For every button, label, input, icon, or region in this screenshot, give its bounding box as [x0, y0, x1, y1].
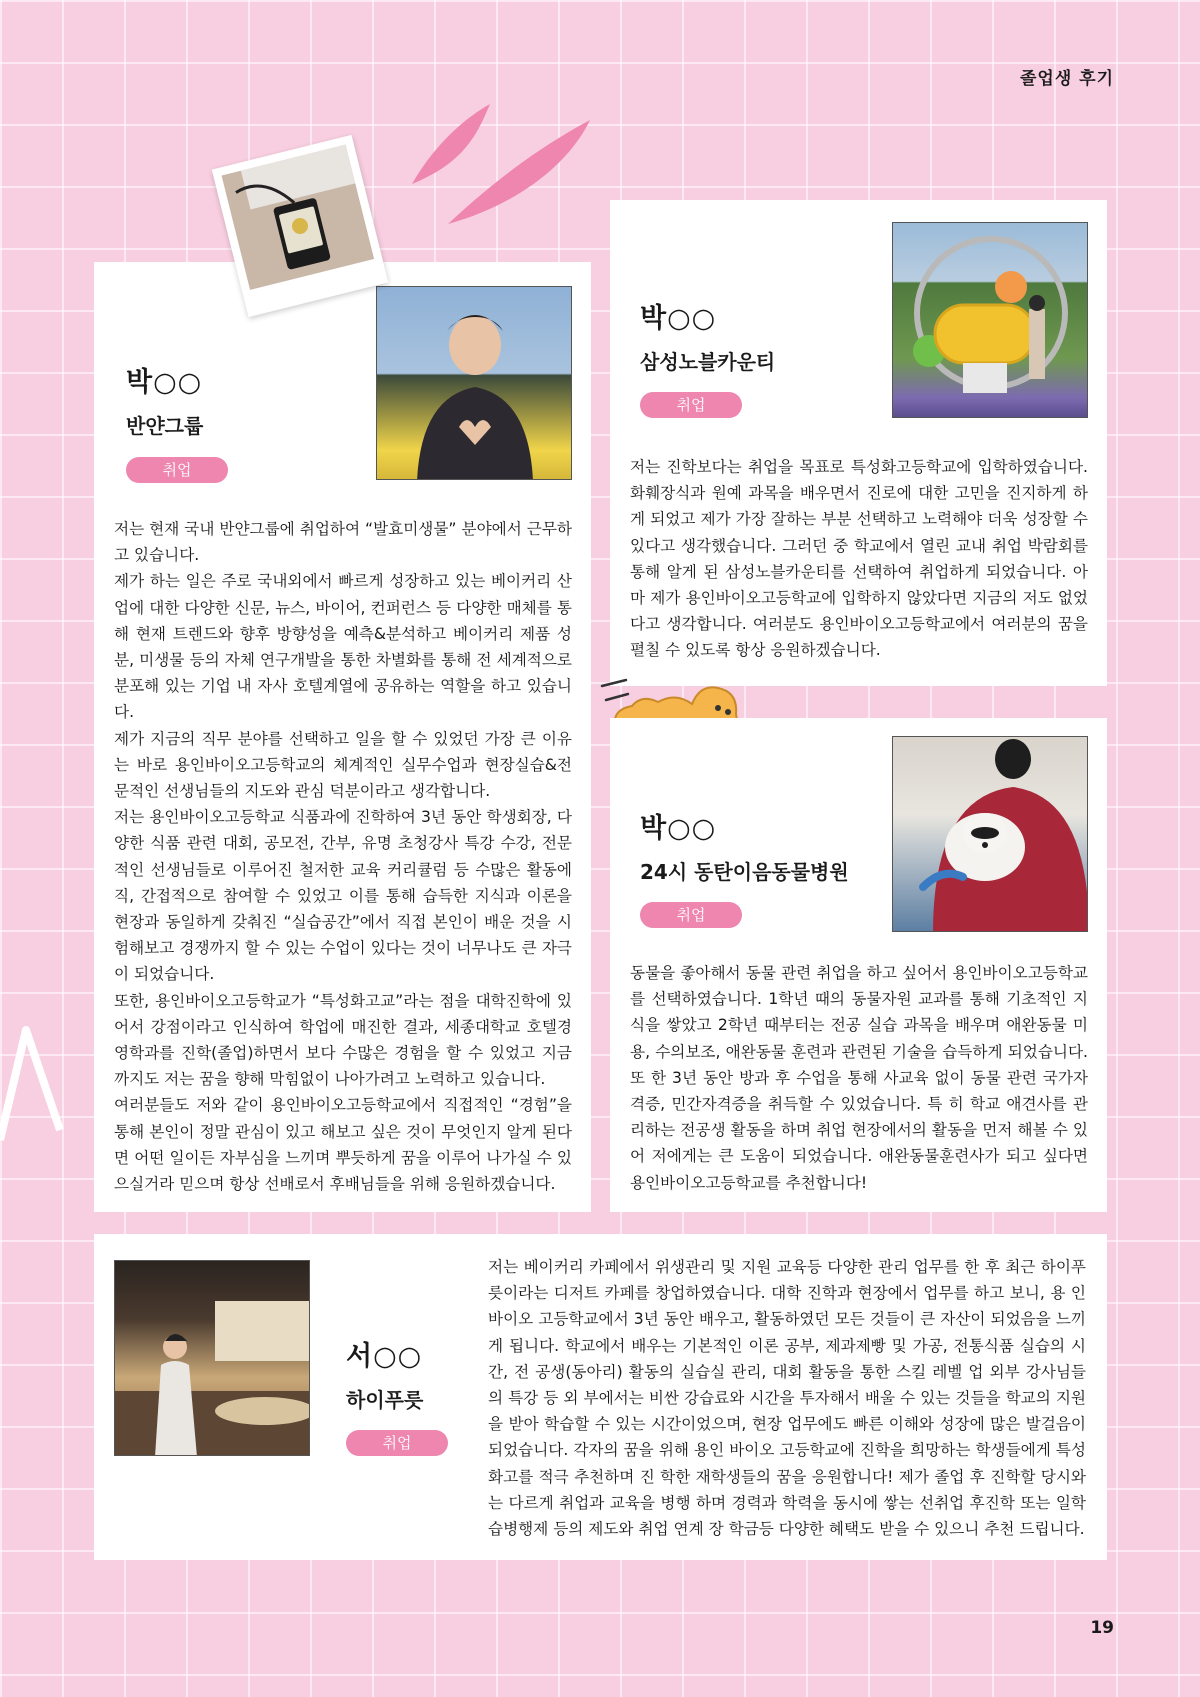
profile-company: 하이푸릇 — [346, 1388, 424, 1412]
vet-illustration — [893, 737, 1088, 932]
employment-badge: 취업 — [126, 457, 228, 483]
profile-card-2 — [610, 200, 1107, 686]
profile-photo — [892, 222, 1088, 418]
profile-card-3 — [610, 718, 1107, 1212]
id-badge-illustration — [221, 145, 374, 290]
profile-photo — [376, 286, 572, 480]
testimonial-text: 저는 현재 국내 반얀그룹에 취업하여 “발효미생물” 분야에서 근무하고 있습니다. 제가 하는 일은 주로 국내외에서 빠르게 성장하고 있는 베이커리 산업에 대한 다양한 신문, 뉴스, 바이어, 컨퍼런스 등 다양한 매체를 통해 현재 트렌드와 향후 방향성을 예측&분석하고 베이커리 제품 성분, 미생물 등의 자체 연구개발을 통한 차별화를 통해 전 세계적으로 분포해 있는 기업 내 자사 호텔계열에 공유하는 역할을 하고 있습니다. 제가 지금의 직무 분야를 선택하고 일을 할 수 있었던 가장 큰 이유는 바로 용인바이오고등학교의 체계적인 실무수업과 현장실습&전문적인 선생님들의 지도와 관심 덕분이라고 생각합니다. 저는 용인바이오고등학교 식품과에 진학하여 3년 동안 학생회장, 다양한 식품 관련 대회, 공모전, 간부, 유명 초청강사 특강 수강, 전문적인 선생님들로 이루어진 철저한 교육 커리큘럼 등 수많은 활동에 직, 간접적으로 참여할 수 있었고 이를 통해 습득한 지식과 이론을 현장과 동일하게 갖춰진 “실습공간”에서 직접 본인이 배운 것을 시험해보고 경쟁까지 할 수 있는 수업이 있다는 것이 너무나도 큰 자극이 되었습니다. 또한, 용인바이오고등학교가 “특성화고교”라는 점을 대학진학에 있어서 강점이라고 인식하여 학업에 매진한 결과, 세종대학교 호텔경영학과를 진학(졸업)하면서 보다 수많은 경험을 할 수 있었고 지금까지도 저는 꿈을 향해 막힘없이 나아가려고 노력하고 있습니다. 여러분들도 저와 같이 용인바이오고등학교에서 직접적인 “경험”을 통해 본인이 정말 관심이 있고 해보고 싶은 것이 무엇인지 알게 된다면 어떤 일이든 자부심을 느끼며 뿌듯하게 꿈을 이루어 나가실 수 있으실거라 믿으며 항상 선배로서 후배님들을 위해 응원하겠습니다. — [114, 520, 572, 1194]
sign-illustration — [893, 223, 1088, 418]
profile-company: 삼성노블카운티 — [640, 350, 776, 374]
employment-badge: 취업 — [640, 392, 742, 418]
profile-card-4 — [94, 1234, 1107, 1560]
profile-photo — [892, 736, 1088, 932]
profile-photo — [114, 1260, 310, 1456]
section-title: 졸업생 후기 — [1019, 69, 1114, 89]
profile-company: 반얀그룹 — [126, 414, 204, 438]
testimonial-text: 저는 진학보다는 취업을 목표로 특성화고등학교에 입학하였습니다. 화훼장식과 원예 과목을 배우면서 진로에 대한 고민을 진지하게 하게 되었고 제가 가장 잘하는 부분 선택하고 노력해야 더욱 성장할 수 있다고 생각했습니다. 그러던 중 학교에서 열린 교내 취업 박람회를 통해 알게 된 삼성노블카운티를 선택하여 취업하게 되었습니다. 아마 제가 용인바이오고등학교에 입학하지 않았다면 지금의 저도 없었다고 생각합니다. 여러분도 용인바이오고등학교에서 여러분의 꿈을 펼칠 수 있도록 항상 응원하겠습니다. — [630, 458, 1088, 660]
employment-badge: 취업 — [346, 1430, 448, 1456]
testimonial-text: 저는 베이커리 카페에서 위생관리 및 지원 교육등 다양한 관리 업무를 한 후 최근 하이푸릇이라는 디저트 카페를 창업하였습니다. 대학 진학과 현장에서 업무를 하고 보니, 용 인 바이오 고등학교에서 3년 동안 배우고, 활동하였던 모든 것들이 큰 자산이 되었음을 느끼게 됩니다. 학교에서 배우는 기본적인 이론 공부, 제과제빵 및 가공, 전통식품 실습의 시간, 전 공생(동아리) 활동의 실습실 관리, 대회 활동을 통한 스킬 레벨 업 외부 강사님들의 특강 등 외 부에서는 비싼 강습료와 시간을 투자해서 배울 수 있는 것들을 학교의 지원을 받아 학습할 수 있는 시간이었으며, 현장 업무에도 빠른 이해와 성장에 많은 발걸음이 되었습니다. 각자의 꿈을 위해 용인 바이오 고등학교에 진학을 희망하는 학생들에게 특성화고를 적극 추천하며 진 학한 재학생들의 꿈을 응원합니다! 제가 졸업 후 진학할 당시와는 다르게 취업과 교육을 병행 하며 경력과 학력을 동시에 쌓는 선취업 후진학 또는 일학습병행제 등의 제도와 취업 연계 장 학금등 다양한 혜택도 받을 수 있으니 추천 드립니다. — [488, 1258, 1086, 1539]
profile-name: 서○○ — [346, 1341, 423, 1372]
cafe-illustration — [115, 1261, 310, 1456]
profile-name: 박○○ — [126, 367, 203, 398]
profile-name: 박○○ — [640, 813, 717, 844]
employment-badge: 취업 — [640, 902, 742, 928]
page-number: 19 — [1090, 1618, 1114, 1638]
zigzag-decoration-icon — [0, 1010, 70, 1150]
profile-name: 박○○ — [640, 303, 717, 334]
profile-company: 24시 동탄이음동물병원 — [640, 860, 849, 884]
person-illustration — [377, 287, 572, 480]
quote-mark-icon — [400, 92, 600, 232]
profile-card-1 — [94, 262, 591, 1212]
testimonial-text: 동물을 좋아해서 동물 관련 취업을 하고 싶어서 용인바이오고등학교를 선택하였습니다. 1학년 때의 동물자원 교과를 통해 기초적인 지식을 쌓았고 2학년 때부터는 전공 실습 과목을 배우며 애완동물 미용, 수의보조, 애완동물 훈련과 관련된 기술을 습득하게 되었습니다. 또 한 3년 동안 방과 후 수업을 통해 사교육 없이 동물 관련 국가자격증, 민간자격증을 취득할 수 있었습니다. 특 히 학교 애견사를 관리하는 전공생 활동을 하며 취업 현장에서의 활동을 먼저 해볼 수 있어 저에게는 큰 도움이 되었습니다. 애완동물훈련사가 되고 싶다면 용인바이오고등학교를 추천합니다! — [630, 964, 1088, 1192]
